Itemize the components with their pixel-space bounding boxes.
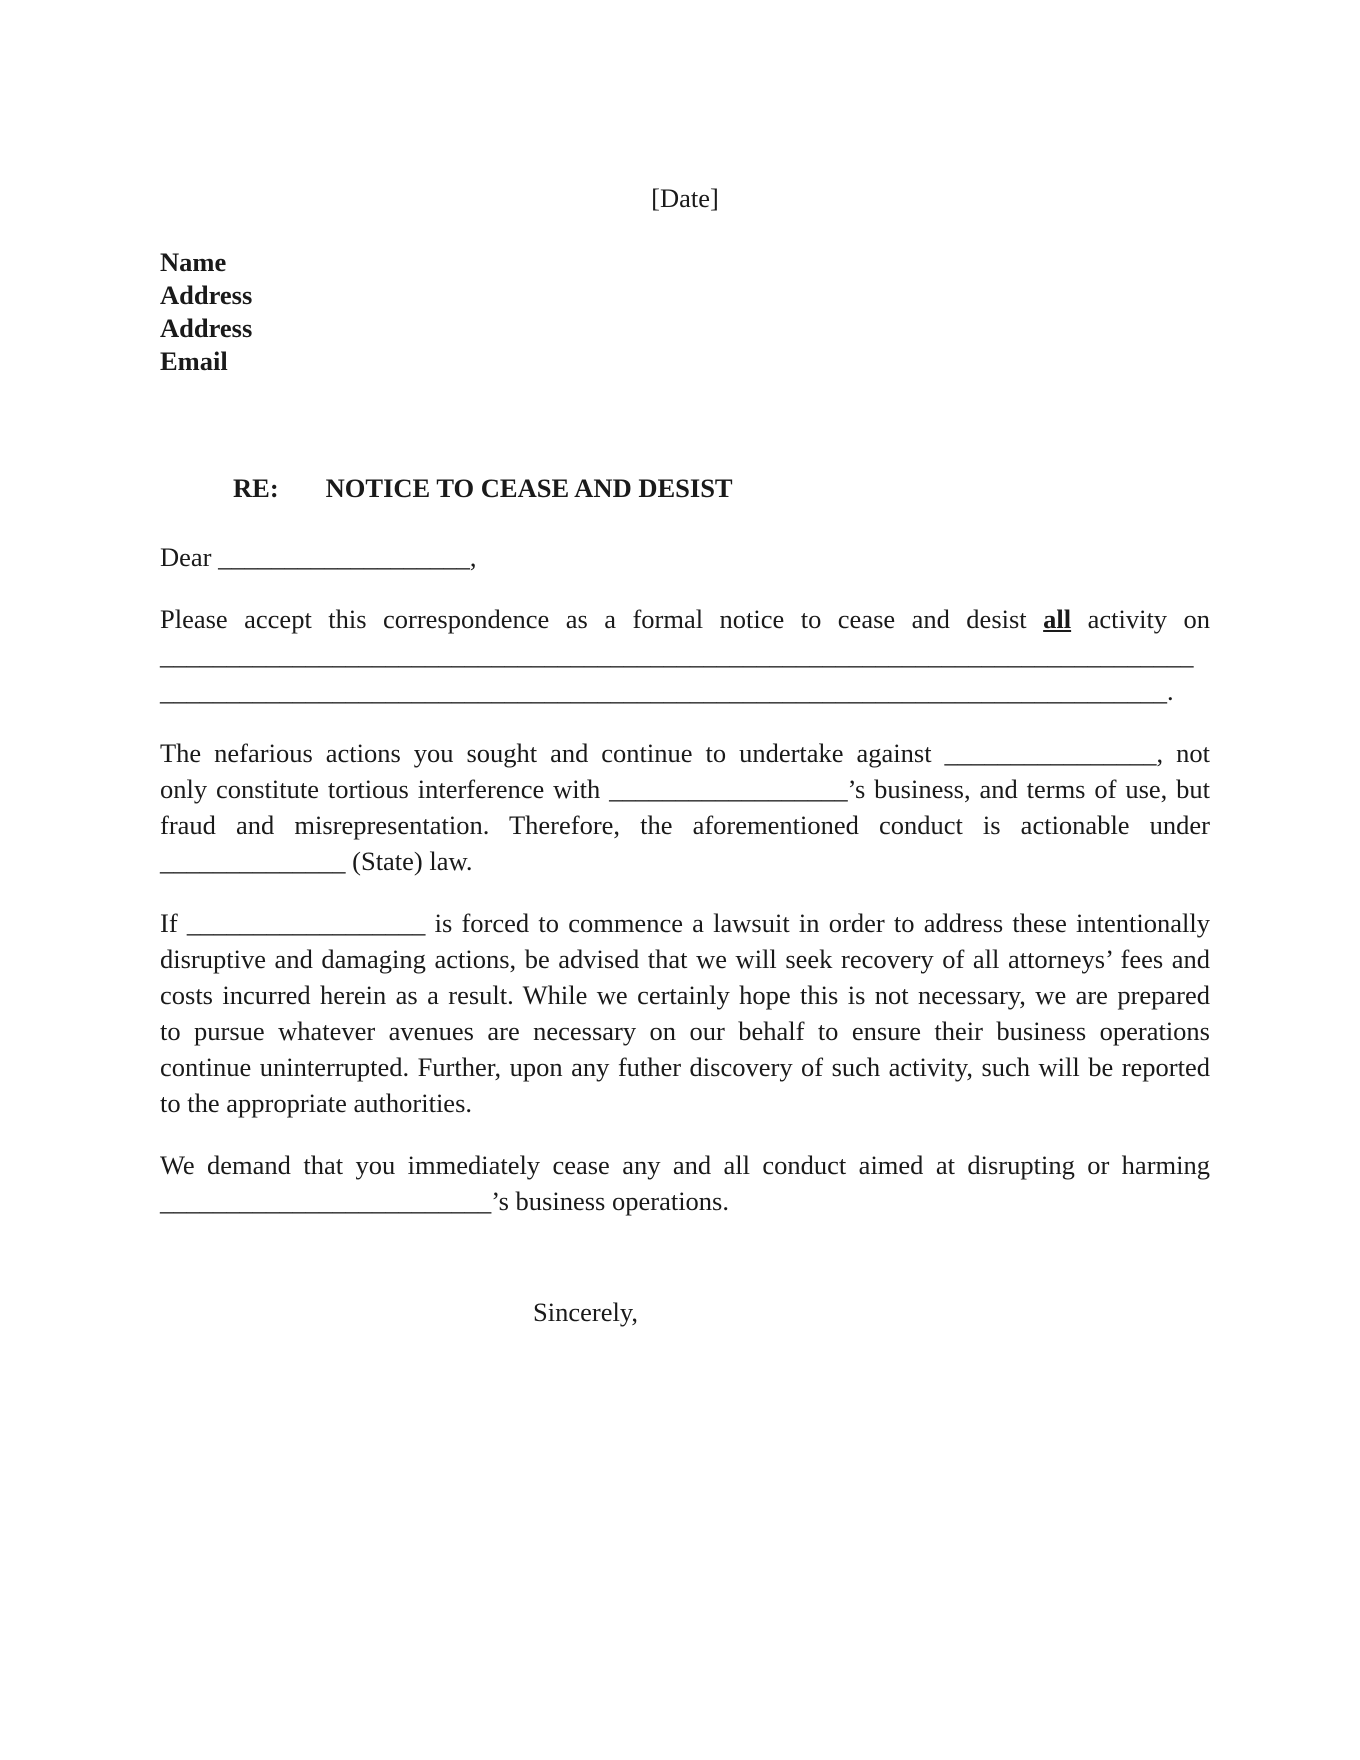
company-name-blank: __________________ — [186, 908, 426, 938]
activity-blank-line-1: ______________________________________________________________________________ — [160, 640, 1194, 670]
sender-email: Email — [160, 346, 228, 376]
date-placeholder: [Date] — [651, 183, 719, 213]
paragraph-4-line-1: We demand that you immediately cease any and all conduct aimed at disrupting or harming — [160, 1150, 1210, 1180]
paragraph-3-line-2: disruptive and damaging actions, be advised that we will seek recovery of all attorneys’ fees and — [160, 944, 1210, 974]
p2-l3-text: fraud and misrepresentation. Therefore, the aforementioned conduct is actionable under — [160, 810, 1210, 840]
p1-text-before: Please accept this correspondence as a formal notice to cease and desist — [160, 604, 1027, 634]
activity-blank-line-2: ____________________________________________________________________________ — [160, 676, 1167, 706]
p2-l4-tail: (State) law. — [352, 846, 473, 876]
paragraph-3-line-6: to the appropriate authorities. — [160, 1088, 473, 1118]
p1-text-after: activity on — [1087, 604, 1211, 634]
paragraph-1-blank-line-2 — [160, 673, 1210, 709]
paragraph-4-line-2 — [160, 1183, 1210, 1219]
re-label: RE: — [233, 473, 279, 503]
p3-l1-tail: is forced to commence a lawsuit in order to address these intentionally — [434, 908, 1211, 938]
paragraph-3-line-3: costs incurred herein as a result. While we certainly hope this is not necessary, we are prepared — [160, 980, 1210, 1010]
paragraph-4 — [160, 1147, 1210, 1219]
salutation-prefix: Dear — [160, 542, 212, 572]
recipient-name-blank: ___________________ — [218, 542, 470, 572]
paragraph-2-line-3 — [160, 807, 1210, 843]
state-blank: ______________ — [160, 846, 346, 876]
company-name-blank: _________________________ — [160, 1186, 492, 1216]
sender-address-line-1: Address — [160, 280, 253, 310]
salutation-line — [160, 539, 1210, 575]
closing-line: Sincerely, — [533, 1297, 638, 1327]
paragraph-3-line-4: to pursue whatever avenues are necessary on our behalf to ensure their business operations — [160, 1016, 1210, 1046]
paragraph-2-line-4 — [160, 843, 1210, 879]
emphasized-word-all: all — [1043, 604, 1072, 634]
subject-title: NOTICE TO CEASE AND DESIST — [325, 473, 733, 503]
paragraph-2 — [160, 735, 1210, 879]
paragraph-3 — [160, 905, 1210, 1121]
subject-line — [160, 470, 1210, 506]
paragraph-1-line-1 — [160, 601, 1210, 637]
salutation-comma: , — [469, 542, 477, 572]
paragraph-2-line-1 — [160, 735, 1210, 771]
p2-l1-text: The nefarious actions you sought and continue to undertake against — [160, 738, 932, 768]
paragraph-1 — [160, 601, 1210, 709]
sender-name: Name — [160, 247, 227, 277]
p2-l1-tail: , not — [1156, 738, 1210, 768]
p4-l2-tail: ’s business operations. — [491, 1186, 729, 1216]
sender-block — [160, 246, 1210, 378]
company-name-blank: __________________ — [609, 774, 848, 804]
sender-address-line-2: Address — [160, 313, 253, 343]
blank-line-period: . — [1167, 676, 1174, 706]
p2-l2-text: only constitute tortious interference with — [160, 774, 601, 804]
p2-l2-tail: ’s business, and terms of use, but — [847, 774, 1211, 804]
paragraph-3-line-5: continue uninterrupted. Further, upon any futher discovery of such activity, such will be reported — [160, 1052, 1210, 1082]
p3-l1-text: If — [160, 908, 178, 938]
paragraph-1-blank-line-1 — [160, 637, 1210, 673]
paragraph-3-line-1 — [160, 905, 1210, 941]
company-name-blank: ________________ — [944, 738, 1157, 768]
paragraph-2-line-2 — [160, 771, 1210, 807]
